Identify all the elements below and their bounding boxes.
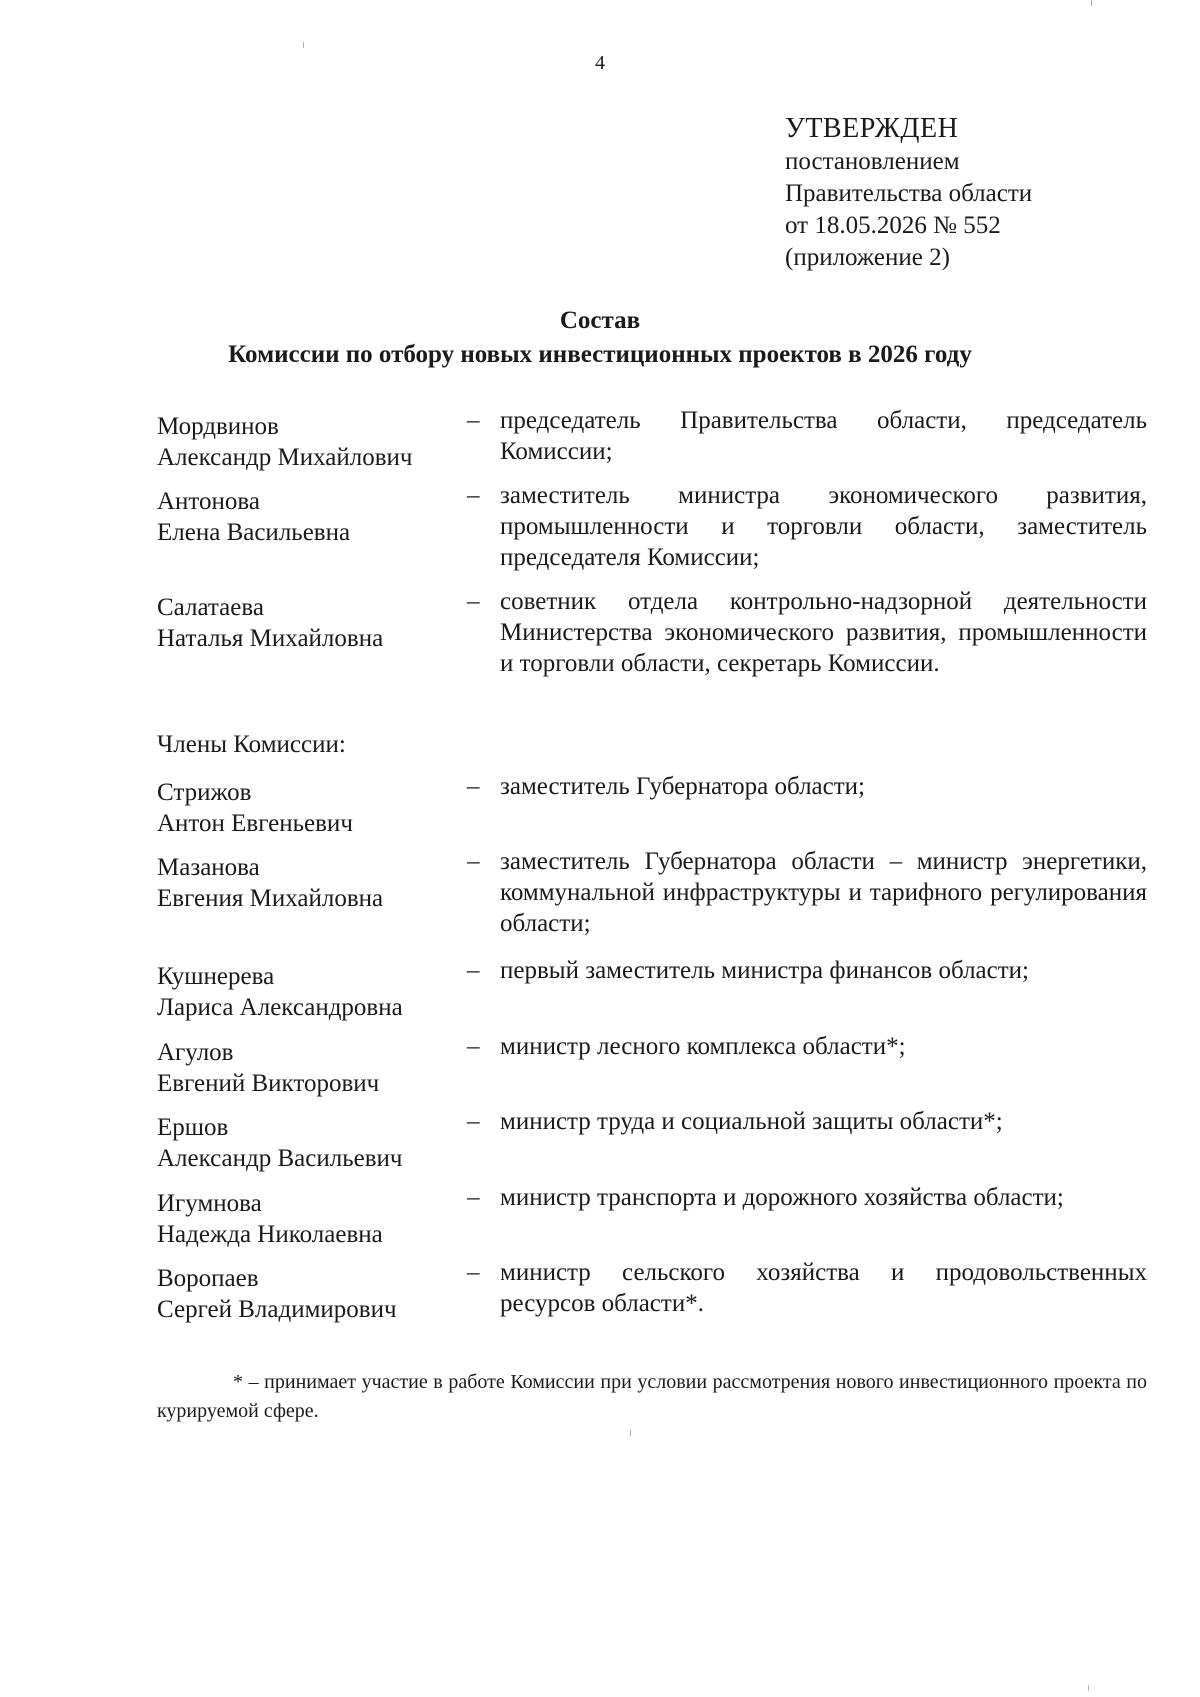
member-name: Антонова Елена Васильевна	[157, 488, 351, 546]
member-role: заместитель Губернатора области – министр энергетики, коммунальной инфраструктуры и тарифного регулирования области;	[500, 848, 1147, 937]
approval-line: Правительства области	[785, 180, 1033, 207]
member-role: министр труда и социальной защиты области*;	[500, 1108, 1003, 1135]
member-role: заместитель министра экономического развития, промышленности и торговли области, заместитель председателя Комиссии;	[500, 482, 1147, 571]
document-subtitle: Комиссии по отбору новых инвестиционных проектов в 2026 году	[228, 341, 972, 368]
dash: –	[467, 482, 480, 509]
member-name: Мордвинов Александр Михайлович	[157, 413, 413, 471]
scan-speck	[1091, 0, 1092, 6]
dash: –	[467, 1184, 480, 1211]
member-role: советник отдела контрольно-надзорной деятельности Министерства экономического развития, промышленности и торговли области, секретарь Комиссии.	[500, 588, 1147, 677]
dash: –	[467, 848, 480, 875]
approval-stamp	[785, 112, 1165, 274]
member-name: Стрижов Антон Евгеньевич	[157, 779, 353, 837]
approval-line: постановлением	[785, 148, 960, 175]
member-role: председатель Правительства области, председатель Комиссии;	[500, 407, 1147, 465]
scan-speck	[303, 42, 304, 48]
dash: –	[467, 1108, 480, 1135]
approval-title: УТВЕРЖДЕН	[785, 113, 959, 144]
member-role: министр лесного комплекса области*;	[500, 1033, 906, 1060]
dash: –	[467, 588, 480, 615]
member-name: Ершов Александр Васильевич	[157, 1114, 403, 1172]
scan-speck	[630, 1430, 631, 1436]
member-role: министр сельского хозяйства и продовольственных ресурсов области*.	[500, 1259, 1147, 1317]
dash: –	[467, 1259, 480, 1286]
dash: –	[467, 773, 480, 800]
member-role: первый заместитель министра финансов области;	[500, 957, 1029, 984]
document-title: Состав	[559, 307, 641, 334]
member-name: Воропаев Сергей Владимирович	[157, 1265, 397, 1323]
members-heading: Члены Комиссии:	[157, 731, 346, 758]
member-role: заместитель Губернатора области;	[500, 773, 866, 800]
member-name: Игумнова Надежда Николаевна	[157, 1190, 383, 1248]
dash: –	[467, 407, 480, 434]
footnote: * – принимает участие в работе Комиссии при условии рассмотрения нового инвестиционного проекта по курируемой сфере.	[157, 1371, 1147, 1422]
page-number: 4	[595, 52, 605, 74]
dash: –	[467, 957, 480, 984]
member-name: Кушнерева Лариса Александровна	[157, 963, 403, 1021]
dash: –	[467, 1033, 480, 1060]
member-name: Агулов Евгений Викторович	[157, 1039, 380, 1097]
approval-line: (приложение 2)	[785, 244, 950, 271]
member-role: министр транспорта и дорожного хозяйства области;	[500, 1184, 1064, 1211]
approval-line: от 18.05.2026 № 552	[785, 212, 1001, 239]
scan-speck	[1088, 1685, 1089, 1691]
member-name: Мазанова Евгения Михайловна	[157, 854, 384, 912]
member-name: Салатаева Наталья Михайловна	[157, 594, 384, 652]
